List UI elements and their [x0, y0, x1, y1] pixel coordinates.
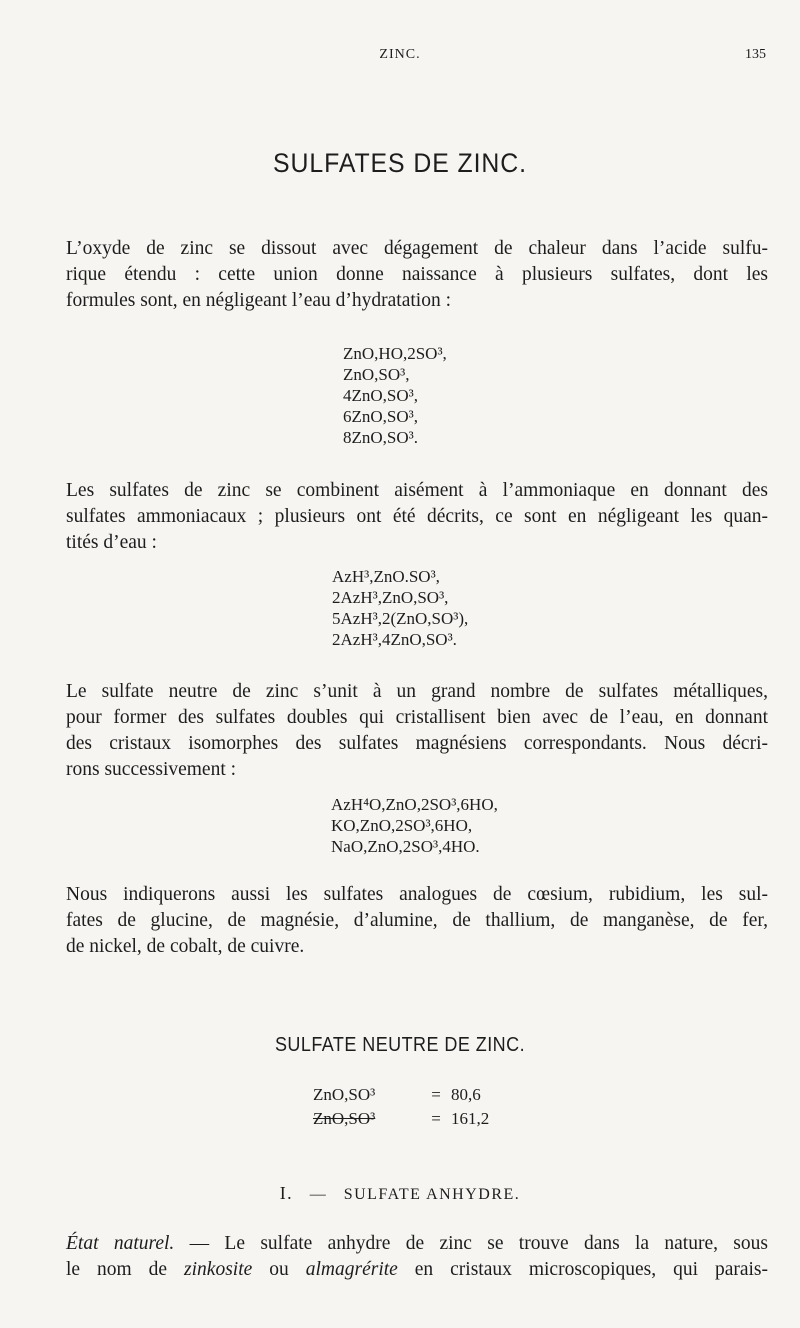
equals-sign: = — [431, 1085, 441, 1104]
text-run: — Le sulfate anhydre de zinc se trouve dans la nature, sous — [174, 1233, 768, 1254]
paragraph-4 — [66, 882, 768, 960]
main-heading: SULFATES DE ZINC. — [273, 148, 527, 178]
paragraph-line: L’oxyde de zinc se dissout avec dégagement de chaleur dans l’acide sulfu- — [66, 238, 768, 259]
equation-right: 161,2 — [451, 1109, 490, 1128]
running-header-title: ZINC. — [379, 47, 421, 62]
section-heading — [0, 1183, 800, 1204]
mineral-name: zinkosite — [184, 1259, 253, 1280]
formula-list-2 — [332, 566, 468, 650]
sub-heading: SULFATE NEUTRE DE ZINC. — [274, 1034, 526, 1056]
formula: 5AzH³,2(ZnO,SO³), — [332, 609, 469, 628]
formula: 4ZnO,SO³, — [343, 386, 418, 405]
paragraph-line: de nickel, de cobalt, de cuivre. — [66, 936, 305, 957]
section-number: I. — [279, 1183, 294, 1203]
paragraph-line — [66, 1231, 768, 1257]
equation-block — [313, 1083, 489, 1131]
paragraph-3 — [66, 679, 768, 783]
formula: 2AzH³,4ZnO,SO³. — [332, 630, 457, 649]
formula-list-3 — [331, 794, 498, 857]
formula: AzH³,ZnO.SO³, — [332, 567, 440, 586]
paragraph-line: rons successivement : — [66, 759, 237, 780]
paragraph-line: Le sulfate neutre de zinc s’unit à un grand nombre de sulfates métalliques, — [66, 681, 768, 702]
equals-sign: = — [431, 1109, 441, 1128]
paragraph-line: pour former des sulfates doubles qui cristallisent bien avec de l’eau, en donnant — [66, 707, 768, 728]
formula: AzH⁴O,ZnO,2SO³,6HO, — [331, 795, 498, 814]
section-title: SULFATE ANHYDRE. — [343, 1186, 521, 1203]
paragraph-line — [66, 1257, 768, 1283]
formula: ZnO,HO,2SO³, — [343, 344, 447, 363]
paragraph-line: Nous indiquerons aussi les sulfates analogues de cœsium, rubidium, les sul- — [66, 884, 768, 905]
equation-right: 80,6 — [451, 1085, 481, 1104]
equation-left: ZnO,SO³ — [313, 1085, 376, 1104]
paragraph-line: formules sont, en négligeant l’eau d’hydratation : — [66, 290, 452, 311]
formula: 8ZnO,SO³. — [343, 428, 418, 447]
equation-row — [313, 1083, 489, 1107]
paragraph-line: tités d’eau : — [66, 532, 157, 553]
paragraph-line: fates de glucine, de magnésie, d’alumine, de thallium, de manganèse, de fer, — [66, 910, 768, 931]
paragraph-2 — [66, 478, 768, 556]
equation-left: ZnO,SO³ — [313, 1109, 376, 1128]
paragraph-line: sulfates ammoniacaux ; plusieurs ont été décrits, ce sont en négligeant les quan- — [66, 506, 768, 527]
paragraph-line: Les sulfates de zinc se combinent aisément à l’ammoniaque en donnant des — [66, 480, 768, 501]
text-run: ou — [252, 1259, 306, 1280]
text-run: le nom de — [66, 1259, 185, 1280]
paragraph-1 — [66, 236, 768, 314]
section-dash: — — [309, 1186, 328, 1203]
formula: 2AzH³,ZnO,SO³, — [332, 588, 449, 607]
page-number: 135 — [745, 47, 766, 62]
paragraph-5 — [66, 1231, 768, 1283]
formula: ZnO,SO³, — [343, 365, 410, 384]
paragraph-line: des cristaux isomorphes des sulfates magnésiens correspondants. Nous décri- — [66, 733, 768, 754]
formula: KO,ZnO,2SO³,6HO, — [331, 816, 473, 835]
text-run: en cristaux microscopiques, qui parais- — [397, 1259, 769, 1280]
formula: 6ZnO,SO³, — [343, 407, 418, 426]
mineral-name: almagrérite — [305, 1259, 398, 1280]
subject-label: État naturel. — [66, 1233, 175, 1254]
equation-row — [313, 1107, 489, 1131]
paragraph-line: rique étendu : cette union donne naissance à plusieurs sulfates, dont les — [66, 264, 768, 285]
formula-list-1 — [343, 343, 447, 448]
formula: NaO,ZnO,2SO³,4HO. — [331, 837, 480, 856]
